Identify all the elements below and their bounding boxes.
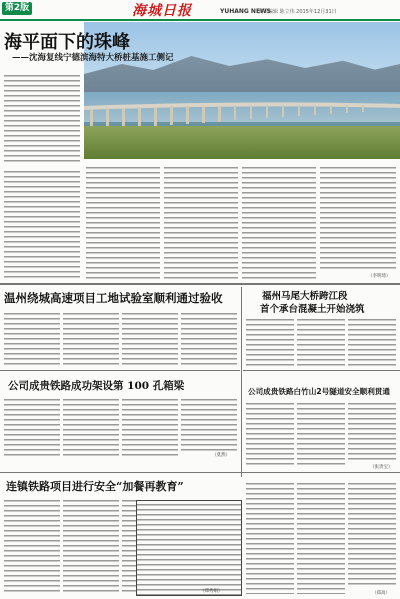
body-text-column — [348, 400, 396, 462]
body-text-column — [348, 480, 396, 588]
story-headline-line2: 首个承台混凝土开始浇筑 — [260, 304, 365, 315]
body-text-column — [4, 310, 60, 366]
body-text-column — [297, 480, 345, 594]
newspaper-masthead: 海城日报 — [132, 3, 192, 19]
body-text-column — [4, 168, 80, 280]
story-headline: 公司成贵铁路成功架设第 100 孔箱梁 — [8, 380, 185, 392]
body-text-column — [246, 480, 294, 594]
story-credit: （郑秀娟） — [200, 589, 223, 594]
bridge-photo — [84, 22, 400, 159]
story-credit: （莫然） — [212, 453, 230, 458]
body-text-column — [297, 400, 345, 468]
top-headline: 海平面下的珠峰 — [4, 32, 130, 53]
body-text-column — [4, 497, 60, 595]
section-title: YUHANG NEWS — [220, 8, 271, 15]
body-text-column — [181, 396, 237, 452]
section-divider — [0, 283, 400, 285]
section-divider — [0, 370, 240, 371]
body-text-column — [4, 72, 80, 164]
story-credit: （张贵宝） — [370, 465, 393, 470]
body-text-column — [4, 396, 60, 456]
body-text-column — [181, 310, 237, 366]
issue-info: 责任编辑 陈立伟 2015年12月31日 — [258, 9, 337, 15]
story-credit: （李明琦） — [368, 274, 391, 279]
section-divider — [243, 370, 400, 371]
body-text-column — [63, 497, 119, 595]
body-text-column — [63, 396, 119, 456]
body-text-column — [246, 400, 294, 468]
body-text-column — [320, 164, 396, 272]
top-subheadline: ——沈海复线宁德滨海特大桥桩基施工侧记 — [12, 53, 174, 63]
body-text-column — [242, 164, 316, 280]
body-text-column — [164, 164, 238, 280]
story-credit: （郑高） — [372, 591, 390, 596]
body-text-column — [348, 316, 396, 368]
body-text-column — [86, 164, 160, 280]
body-text-column — [246, 316, 294, 368]
column-divider — [241, 287, 242, 477]
story-headline: 公司成贵铁路白竹山2号隧道安全顺利贯通 — [248, 387, 390, 396]
body-text-column — [122, 396, 178, 456]
story-headline: 连镇铁路项目进行安全“加餐再教育” — [6, 480, 184, 493]
body-text-column — [122, 310, 178, 366]
story-headline: 温州绕城高速项目工地试验室顺利通过验收 — [4, 291, 223, 305]
body-text-column — [297, 316, 345, 368]
section-divider — [0, 472, 400, 473]
sidebar-text-box — [136, 500, 242, 596]
page-number-badge: 第2版 — [2, 2, 32, 15]
story-headline: 福州马尾大桥跨江段 — [262, 291, 348, 302]
header-divider — [0, 19, 400, 21]
body-text-column — [63, 310, 119, 366]
